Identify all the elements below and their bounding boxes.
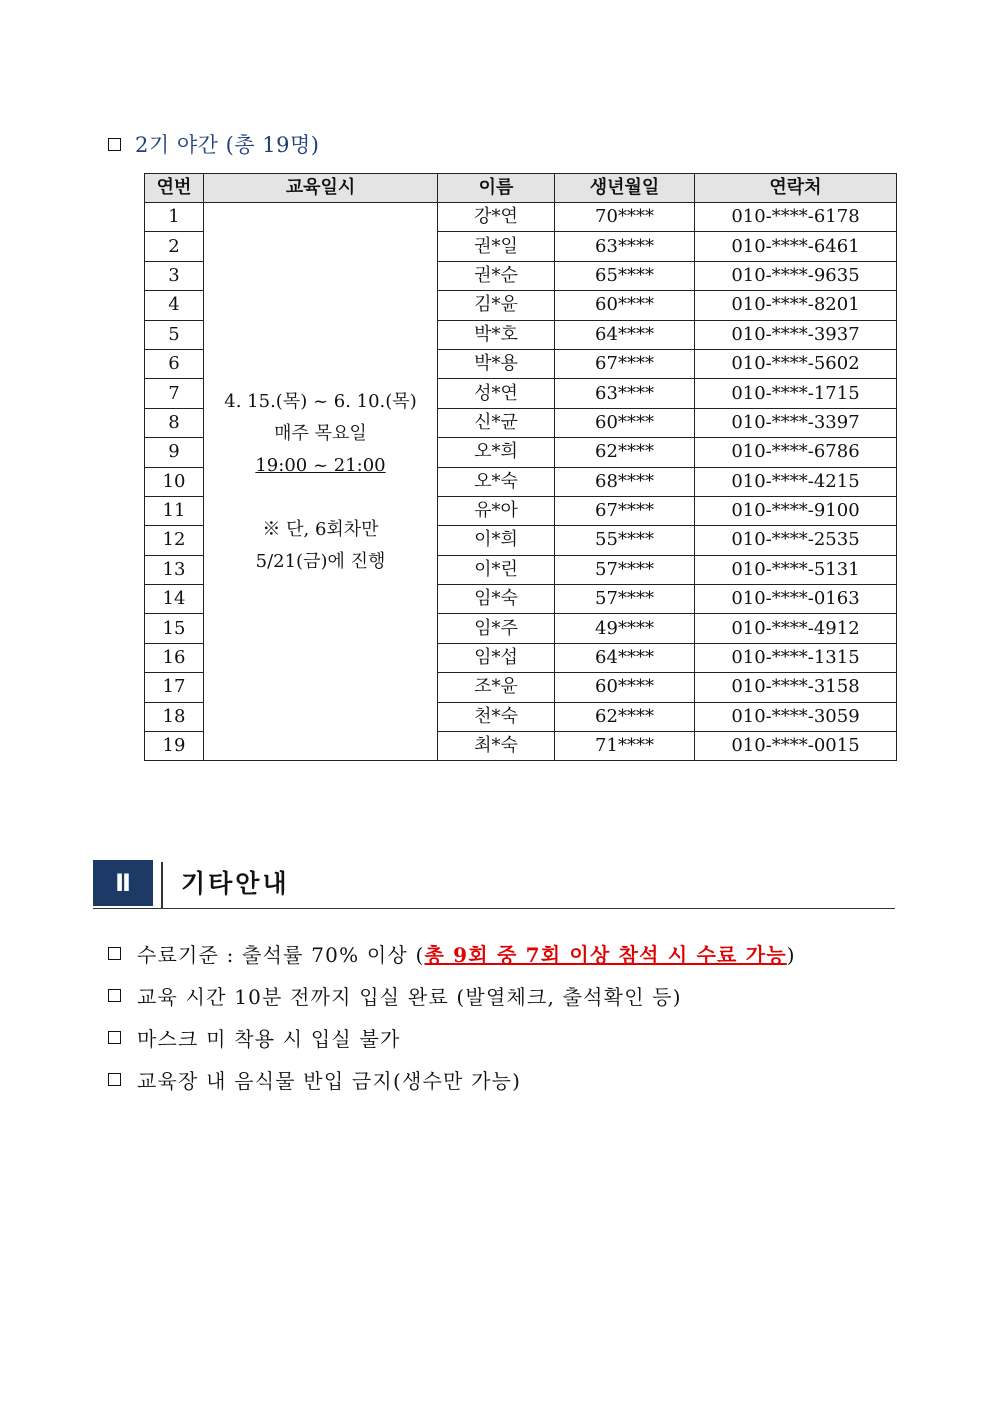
cell-birth: 60**** [555, 408, 695, 437]
cell-name: 임*섭 [438, 643, 555, 672]
cell-birth: 63**** [555, 379, 695, 408]
cell-no: 10 [145, 467, 204, 496]
chapter-divider [161, 862, 163, 908]
chapter-header [93, 858, 895, 909]
cell-no: 12 [145, 526, 204, 555]
cell-name: 이*린 [438, 555, 555, 584]
cell-birth: 60**** [555, 673, 695, 702]
cell-phone: 010-****-5602 [695, 349, 897, 378]
table-row [145, 203, 897, 232]
schedule-period: 4. 15.(목) ~ 6. 10.(목) [224, 390, 417, 412]
cell-birth: 55**** [555, 526, 695, 555]
notice-text: 교육 시간 10분 전까지 입실 완료 (발열체크, 출석확인 등) [137, 984, 682, 1009]
cell-birth: 49**** [555, 614, 695, 643]
cell-no: 6 [145, 349, 204, 378]
cell-no: 5 [145, 320, 204, 349]
cell-birth: 70**** [555, 203, 695, 232]
cell-phone: 010-****-9635 [695, 261, 897, 290]
cell-phone: 010-****-3397 [695, 408, 897, 437]
notice-text: 수료기준 : 출석률 70% 이상 (총 9회 중 7회 이상 참석 시 수료 가능) [137, 942, 796, 967]
checkbox-bullet-icon [108, 1031, 121, 1044]
cell-birth: 64**** [555, 320, 695, 349]
cell-no: 14 [145, 585, 204, 614]
cell-name: 천*숙 [438, 702, 555, 731]
schedule-time: 19:00 ~ 21:00 [255, 454, 386, 476]
checkbox-bullet-icon [108, 989, 121, 1002]
roster-table [144, 173, 897, 761]
cell-birth: 57**** [555, 585, 695, 614]
cell-no: 9 [145, 438, 204, 467]
cell-phone: 010-****-0015 [695, 732, 897, 761]
cell-no: 19 [145, 732, 204, 761]
cell-phone: 010-****-5131 [695, 555, 897, 584]
cell-no: 3 [145, 261, 204, 290]
cell-phone: 010-****-6786 [695, 438, 897, 467]
header-name: 이름 [438, 174, 555, 203]
cell-no: 17 [145, 673, 204, 702]
cell-name: 임*주 [438, 614, 555, 643]
notice-text: 교육장 내 음식물 반입 금지(생수만 가능) [137, 1068, 522, 1093]
cell-name: 성*연 [438, 379, 555, 408]
cell-no: 8 [145, 408, 204, 437]
cell-birth: 71**** [555, 732, 695, 761]
cell-name: 권*일 [438, 232, 555, 261]
cell-phone: 010-****-8201 [695, 291, 897, 320]
section-title: 2기 야간 (총 19명) [135, 133, 320, 157]
roster-body [145, 203, 897, 761]
cell-name: 임*숙 [438, 585, 555, 614]
cell-birth: 64**** [555, 643, 695, 672]
checkbox-bullet-icon [108, 1073, 121, 1086]
notice-text: 마스크 미 착용 시 입실 불가 [137, 1026, 401, 1051]
cell-name: 김*윤 [438, 291, 555, 320]
header-no: 연번 [145, 174, 204, 203]
notice-item [108, 1016, 908, 1058]
cell-phone: 010-****-3158 [695, 673, 897, 702]
schedule-day: 매주 목요일 [274, 422, 367, 444]
checkbox-bullet-icon [108, 947, 121, 960]
cell-no: 15 [145, 614, 204, 643]
cell-name: 강*연 [438, 203, 555, 232]
cell-name: 유*아 [438, 496, 555, 525]
cell-birth: 65**** [555, 261, 695, 290]
checkbox-bullet-icon [108, 138, 121, 151]
cell-no: 16 [145, 643, 204, 672]
schedule-note-date: 5/21(금)에 진행 [255, 550, 386, 572]
cell-phone: 010-****-3937 [695, 320, 897, 349]
cell-birth: 62**** [555, 438, 695, 467]
cell-phone: 010-****-4912 [695, 614, 897, 643]
cell-birth: 60**** [555, 291, 695, 320]
cell-name: 박*호 [438, 320, 555, 349]
notice-item [108, 932, 908, 974]
cell-birth: 57**** [555, 555, 695, 584]
cell-no: 13 [145, 555, 204, 584]
cell-no: 7 [145, 379, 204, 408]
cell-no: 11 [145, 496, 204, 525]
section-heading [108, 128, 319, 160]
cell-birth: 68**** [555, 467, 695, 496]
cell-no: 1 [145, 203, 204, 232]
cell-name: 이*희 [438, 526, 555, 555]
chapter-title: 기타안내 [181, 869, 290, 898]
schedule-cell [204, 203, 438, 761]
cell-name: 권*순 [438, 261, 555, 290]
chapter-number-badge: Ⅱ [93, 860, 153, 906]
table-header-row [145, 174, 897, 203]
schedule-note: ※ 단, 6회차만 [262, 518, 379, 540]
cell-phone: 010-****-4215 [695, 467, 897, 496]
cell-phone: 010-****-3059 [695, 702, 897, 731]
cell-name: 박*용 [438, 349, 555, 378]
cell-phone: 010-****-6178 [695, 203, 897, 232]
cell-phone: 010-****-9100 [695, 496, 897, 525]
notice-emphasis: 총 9회 중 7회 이상 참석 시 수료 가능 [424, 942, 787, 967]
header-date: 교육일시 [204, 174, 438, 203]
cell-name: 최*숙 [438, 732, 555, 761]
cell-name: 오*희 [438, 438, 555, 467]
cell-birth: 67**** [555, 349, 695, 378]
cell-no: 2 [145, 232, 204, 261]
cell-birth: 67**** [555, 496, 695, 525]
notice-item [108, 974, 908, 1016]
header-birth: 생년월일 [555, 174, 695, 203]
cell-phone: 010-****-1715 [695, 379, 897, 408]
cell-phone: 010-****-6461 [695, 232, 897, 261]
cell-phone: 010-****-1315 [695, 643, 897, 672]
cell-name: 조*윤 [438, 673, 555, 702]
cell-no: 4 [145, 291, 204, 320]
cell-no: 18 [145, 702, 204, 731]
notice-item [108, 1058, 908, 1100]
cell-phone: 010-****-2535 [695, 526, 897, 555]
cell-phone: 010-****-0163 [695, 585, 897, 614]
cell-name: 오*숙 [438, 467, 555, 496]
cell-birth: 63**** [555, 232, 695, 261]
cell-birth: 62**** [555, 702, 695, 731]
notice-list [108, 932, 908, 1100]
header-phone: 연락처 [695, 174, 897, 203]
cell-name: 신*균 [438, 408, 555, 437]
